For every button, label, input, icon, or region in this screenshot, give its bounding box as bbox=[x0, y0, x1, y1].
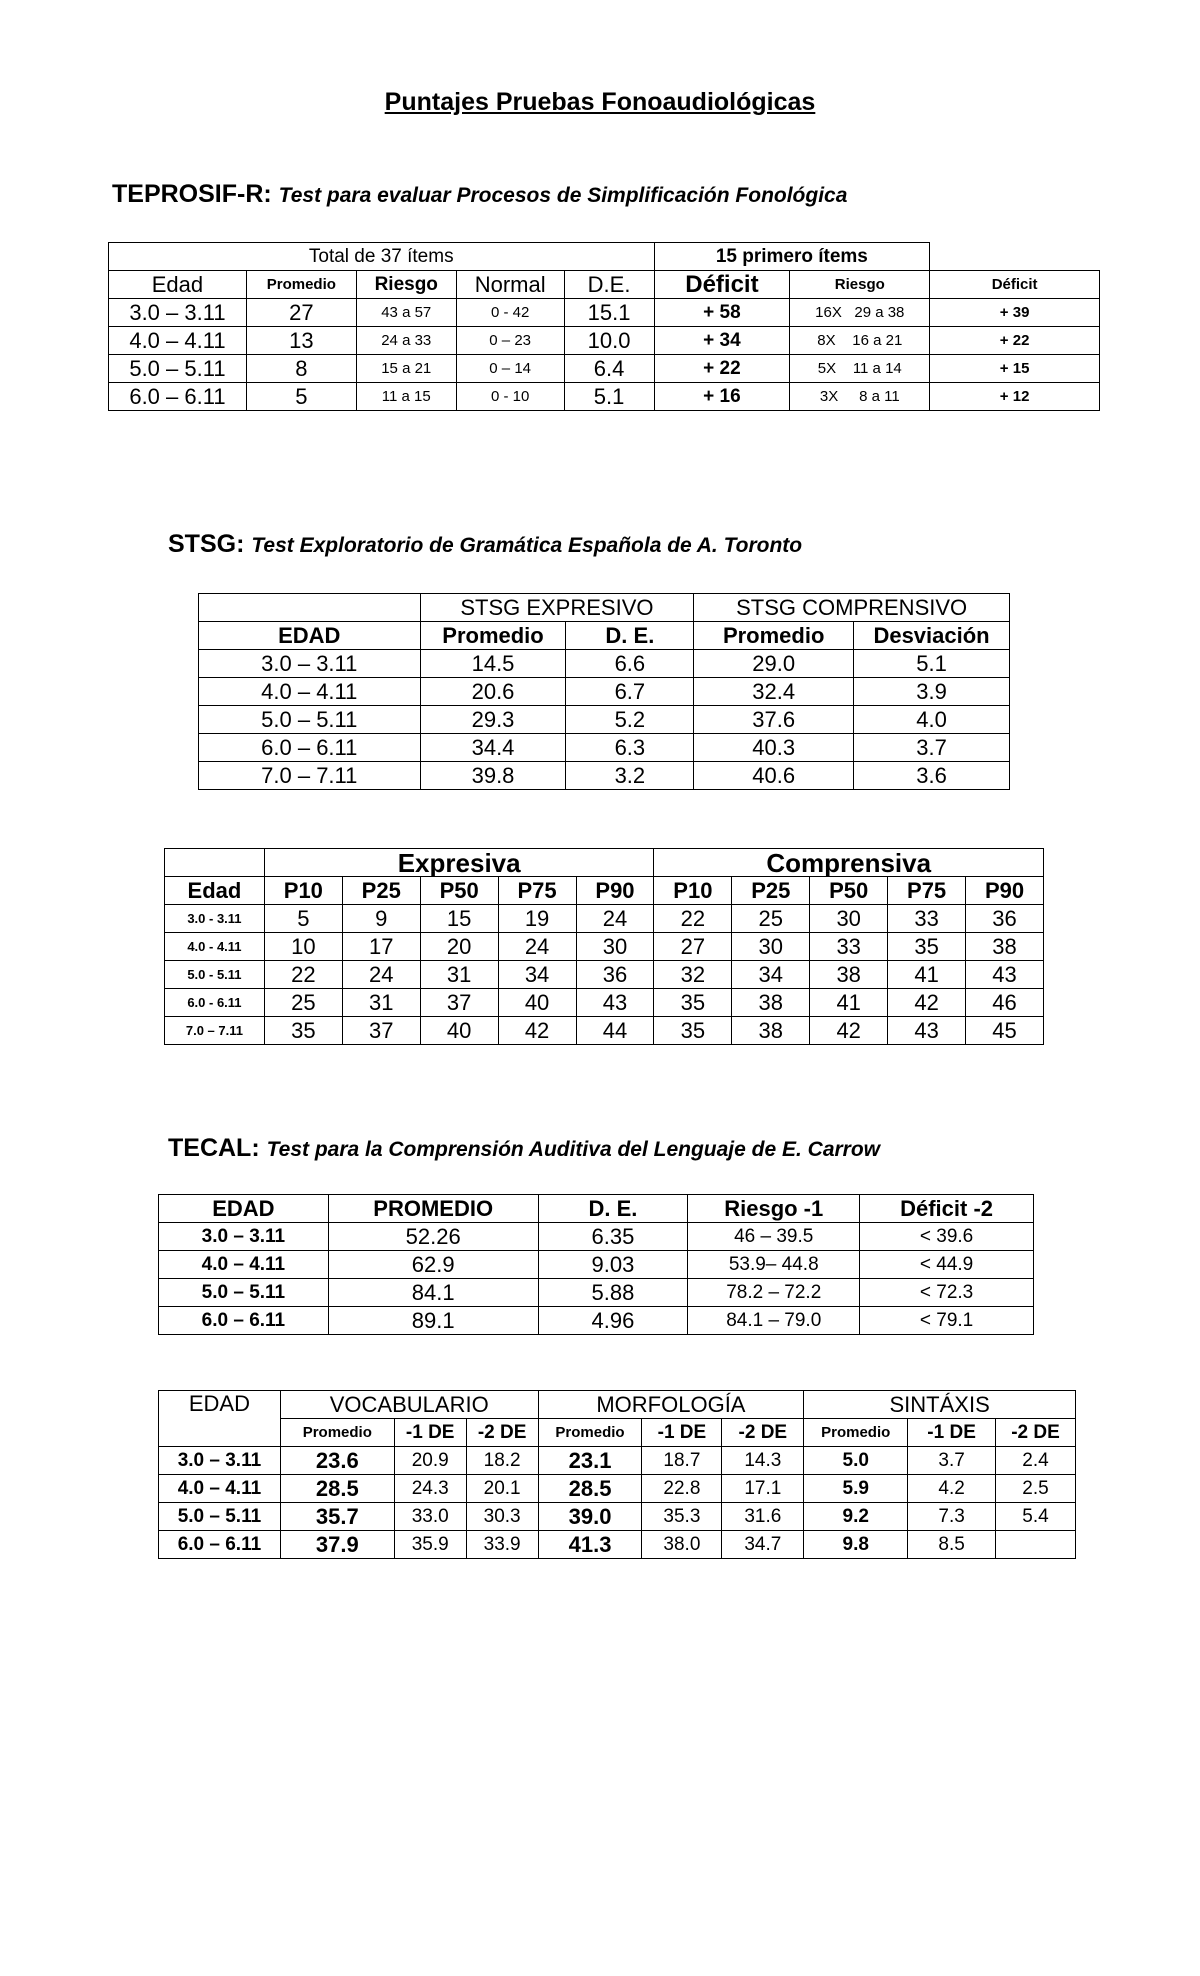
tecal-areas-subheader-row bbox=[159, 1419, 1076, 1447]
stsg-header-edad: EDAD bbox=[199, 622, 421, 650]
percentiles-cell: 35 bbox=[888, 933, 966, 961]
percentiles-header: Edad bbox=[165, 877, 265, 905]
teprosif-cell: 27 bbox=[246, 299, 356, 327]
percentiles-cell: 40 bbox=[498, 989, 576, 1017]
tecal-header-riesgo: Riesgo -1 bbox=[688, 1195, 860, 1223]
tecal-areas-cell: 35.3 bbox=[642, 1503, 722, 1531]
percentiles-cell: 33 bbox=[810, 933, 888, 961]
tecal-areas-cell: 9.8 bbox=[804, 1531, 908, 1559]
tecal-areas-cell: 2.4 bbox=[996, 1447, 1076, 1475]
tecal-cell: 62.9 bbox=[328, 1251, 538, 1279]
tecal-table bbox=[158, 1194, 1034, 1335]
teprosif-cell: 11 a 15 bbox=[356, 383, 456, 411]
stsg-header-row bbox=[199, 622, 1010, 650]
teprosif-acronym: TEPROSIF-R: bbox=[112, 180, 272, 208]
tecal-areas-cell: 23.6 bbox=[280, 1447, 394, 1475]
table-row bbox=[159, 1279, 1034, 1307]
percentiles-cell: 22 bbox=[654, 905, 732, 933]
percentiles-cell: 32 bbox=[654, 961, 732, 989]
percentiles-cell: 38 bbox=[732, 1017, 810, 1045]
tecal-areas-cell: 31.6 bbox=[722, 1503, 804, 1531]
table-row bbox=[165, 1017, 1044, 1045]
tecal-areas-cell: 22.8 bbox=[642, 1475, 722, 1503]
percentiles-cell: 24 bbox=[576, 905, 654, 933]
percentiles-header: P10 bbox=[264, 877, 342, 905]
stsg-header-promedio-2: Promedio bbox=[694, 622, 854, 650]
table-row bbox=[109, 355, 1100, 383]
tecal-areas-subheader: -1 DE bbox=[394, 1419, 466, 1447]
table-row bbox=[199, 762, 1010, 790]
percentiles-cell: 30 bbox=[732, 933, 810, 961]
percentiles-header: P50 bbox=[810, 877, 888, 905]
tecal-areas-cell: 35.9 bbox=[394, 1531, 466, 1559]
teprosif-cell: 4.0 – 4.11 bbox=[109, 327, 247, 355]
teprosif-header-row bbox=[109, 271, 1100, 299]
table-row bbox=[199, 678, 1010, 706]
tecal-cell: 5.88 bbox=[538, 1279, 688, 1307]
percentiles-cell: 38 bbox=[810, 961, 888, 989]
teprosif-header-deficit: Déficit bbox=[654, 271, 790, 299]
tecal-areas-cell: 4.2 bbox=[908, 1475, 996, 1503]
tecal-areas-cell bbox=[996, 1531, 1076, 1559]
percentiles-cell: 6.0 - 6.11 bbox=[165, 989, 265, 1017]
stsg-cell: 3.7 bbox=[854, 734, 1010, 762]
tecal-heading bbox=[168, 1134, 880, 1163]
tecal-areas-subheader: Promedio bbox=[280, 1419, 394, 1447]
tecal-areas-cell: 4.0 – 4.11 bbox=[159, 1475, 281, 1503]
stsg-group-expresivo: STSG EXPRESIVO bbox=[420, 594, 694, 622]
percentiles-header: P10 bbox=[654, 877, 732, 905]
table-row bbox=[199, 734, 1010, 762]
percentiles-cell: 36 bbox=[966, 905, 1044, 933]
table-row bbox=[109, 383, 1100, 411]
percentiles-cell: 25 bbox=[264, 989, 342, 1017]
table-row bbox=[159, 1475, 1076, 1503]
percentiles-cell: 41 bbox=[888, 961, 966, 989]
percentiles-cell: 7.0 – 7.11 bbox=[165, 1017, 265, 1045]
tecal-areas-subheader: -1 DE bbox=[908, 1419, 996, 1447]
percentiles-cell: 37 bbox=[420, 989, 498, 1017]
percentiles-cell: 42 bbox=[498, 1017, 576, 1045]
teprosif-cell: 5.0 – 5.11 bbox=[109, 355, 247, 383]
percentiles-cell: 31 bbox=[342, 989, 420, 1017]
teprosif-cell: 24 a 33 bbox=[356, 327, 456, 355]
tecal-cell: < 72.3 bbox=[860, 1279, 1034, 1307]
percentiles-header: P25 bbox=[342, 877, 420, 905]
teprosif-header-normal: Normal bbox=[456, 271, 564, 299]
teprosif-cell: + 15 bbox=[930, 355, 1100, 383]
teprosif-cell: 13 bbox=[246, 327, 356, 355]
stsg-cell: 3.9 bbox=[854, 678, 1010, 706]
table-row bbox=[159, 1307, 1034, 1335]
table-row bbox=[199, 650, 1010, 678]
percentiles-cell: 34 bbox=[732, 961, 810, 989]
tecal-areas-subheader: -1 DE bbox=[642, 1419, 722, 1447]
stsg-cell: 6.3 bbox=[566, 734, 694, 762]
tecal-cell: 3.0 – 3.11 bbox=[159, 1223, 329, 1251]
stsg-cell: 5.1 bbox=[854, 650, 1010, 678]
percentiles-cell: 17 bbox=[342, 933, 420, 961]
teprosif-cell: 0 - 10 bbox=[456, 383, 564, 411]
percentiles-cell: 9 bbox=[342, 905, 420, 933]
stsg-acronym: STSG: bbox=[168, 530, 245, 558]
teprosif-group-row bbox=[109, 243, 1100, 271]
percentiles-cell: 41 bbox=[810, 989, 888, 1017]
tecal-cell: 78.2 – 72.2 bbox=[688, 1279, 860, 1307]
percentiles-cell: 4.0 - 4.11 bbox=[165, 933, 265, 961]
percentiles-cell: 38 bbox=[966, 933, 1044, 961]
tecal-cell: 4.0 – 4.11 bbox=[159, 1251, 329, 1279]
percentiles-cell: 31 bbox=[420, 961, 498, 989]
tecal-areas-cell: 14.3 bbox=[722, 1447, 804, 1475]
stsg-cell: 32.4 bbox=[694, 678, 854, 706]
tecal-header-row bbox=[159, 1195, 1034, 1223]
percentiles-cell: 33 bbox=[888, 905, 966, 933]
percentiles-cell: 35 bbox=[264, 1017, 342, 1045]
tecal-header-edad: EDAD bbox=[159, 1195, 329, 1223]
stsg-group-blank bbox=[199, 594, 421, 622]
tecal-areas-cell: 2.5 bbox=[996, 1475, 1076, 1503]
teprosif-cell: 5 bbox=[246, 383, 356, 411]
teprosif-header-riesgo-15: Riesgo bbox=[790, 271, 930, 299]
stsg-header-de: D. E. bbox=[566, 622, 694, 650]
percentiles-cell: 15 bbox=[420, 905, 498, 933]
stsg-cell: 40.3 bbox=[694, 734, 854, 762]
table-row bbox=[165, 905, 1044, 933]
tecal-cell: 89.1 bbox=[328, 1307, 538, 1335]
teprosif-header-deficit-15: Déficit bbox=[930, 271, 1100, 299]
tecal-areas-cell: 7.3 bbox=[908, 1503, 996, 1531]
table-row bbox=[165, 989, 1044, 1017]
tecal-cell: 53.9– 44.8 bbox=[688, 1251, 860, 1279]
percentiles-header: P90 bbox=[966, 877, 1044, 905]
tecal-cell: < 44.9 bbox=[860, 1251, 1034, 1279]
stsg-header-desviacion: Desviación bbox=[854, 622, 1010, 650]
teprosif-cell: 16X 29 a 38 bbox=[790, 299, 930, 327]
tecal-areas-cell: 5.4 bbox=[996, 1503, 1076, 1531]
tecal-areas-cell: 5.0 – 5.11 bbox=[159, 1503, 281, 1531]
percentiles-cell: 5.0 - 5.11 bbox=[165, 961, 265, 989]
table-row bbox=[159, 1531, 1076, 1559]
tecal-areas-cell: 30.3 bbox=[466, 1503, 538, 1531]
tecal-areas-cell: 33.0 bbox=[394, 1503, 466, 1531]
stsg-cell: 40.6 bbox=[694, 762, 854, 790]
percentiles-cell: 3.0 - 3.11 bbox=[165, 905, 265, 933]
stsg-cell: 7.0 – 7.11 bbox=[199, 762, 421, 790]
tecal-areas-cell: 20.9 bbox=[394, 1447, 466, 1475]
tecal-areas-cell: 35.7 bbox=[280, 1503, 394, 1531]
stsg-cell: 6.7 bbox=[566, 678, 694, 706]
tecal-areas-subheader: Promedio bbox=[538, 1419, 642, 1447]
stsg-cell: 5.2 bbox=[566, 706, 694, 734]
teprosif-header-riesgo: Riesgo bbox=[356, 271, 456, 299]
percentiles-cell: 30 bbox=[810, 905, 888, 933]
tecal-areas-cell: 20.1 bbox=[466, 1475, 538, 1503]
stsg-cell: 5.0 – 5.11 bbox=[199, 706, 421, 734]
tecal-areas-cell: 37.9 bbox=[280, 1531, 394, 1559]
teprosif-group-blank bbox=[930, 243, 1100, 271]
tecal-cell: 84.1 bbox=[328, 1279, 538, 1307]
stsg-heading bbox=[168, 530, 802, 559]
tecal-areas-cell: 3.0 – 3.11 bbox=[159, 1447, 281, 1475]
teprosif-cell: + 39 bbox=[930, 299, 1100, 327]
teprosif-group-total: Total de 37 ítems bbox=[109, 243, 655, 271]
percentiles-cell: 20 bbox=[420, 933, 498, 961]
percentiles-cell: 35 bbox=[654, 1017, 732, 1045]
teprosif-cell: 6.4 bbox=[564, 355, 654, 383]
percentiles-cell: 35 bbox=[654, 989, 732, 1017]
percentiles-header: P75 bbox=[888, 877, 966, 905]
table-row bbox=[159, 1503, 1076, 1531]
table-row bbox=[109, 327, 1100, 355]
tecal-areas-subheader: -2 DE bbox=[996, 1419, 1076, 1447]
tecal-areas-cell: 41.3 bbox=[538, 1531, 642, 1559]
table-row bbox=[199, 706, 1010, 734]
tecal-areas-cell: 5.0 bbox=[804, 1447, 908, 1475]
teprosif-table bbox=[108, 242, 1100, 411]
percentiles-cell: 42 bbox=[888, 989, 966, 1017]
tecal-areas-cell: 38.0 bbox=[642, 1531, 722, 1559]
table-row bbox=[109, 299, 1100, 327]
tecal-areas-cell: 39.0 bbox=[538, 1503, 642, 1531]
tecal-areas-edad: EDAD bbox=[159, 1391, 281, 1447]
percentiles-cell: 38 bbox=[732, 989, 810, 1017]
teprosif-cell: + 34 bbox=[654, 327, 790, 355]
percentiles-group-blank bbox=[165, 849, 265, 877]
tecal-areas-cell: 9.2 bbox=[804, 1503, 908, 1531]
table-row bbox=[159, 1223, 1034, 1251]
tecal-areas-subheader: Promedio bbox=[804, 1419, 908, 1447]
tecal-header-deficit: Déficit -2 bbox=[860, 1195, 1034, 1223]
tecal-header-promedio: PROMEDIO bbox=[328, 1195, 538, 1223]
tecal-areas-cell: 28.5 bbox=[280, 1475, 394, 1503]
percentiles-cell: 24 bbox=[498, 933, 576, 961]
tecal-areas-cell: 3.7 bbox=[908, 1447, 996, 1475]
tecal-areas-group-sintaxis: SINTÁXIS bbox=[804, 1391, 1076, 1419]
tecal-areas-cell: 8.5 bbox=[908, 1531, 996, 1559]
teprosif-cell: 0 - 42 bbox=[456, 299, 564, 327]
percentiles-cell: 19 bbox=[498, 905, 576, 933]
teprosif-header-edad: Edad bbox=[109, 271, 247, 299]
tecal-cell: 46 – 39.5 bbox=[688, 1223, 860, 1251]
percentiles-header: P75 bbox=[498, 877, 576, 905]
teprosif-cell: 15 a 21 bbox=[356, 355, 456, 383]
teprosif-cell: 8X 16 a 21 bbox=[790, 327, 930, 355]
teprosif-cell: + 22 bbox=[654, 355, 790, 383]
teprosif-cell: 0 – 14 bbox=[456, 355, 564, 383]
teprosif-header-de: D.E. bbox=[564, 271, 654, 299]
percentiles-header: P50 bbox=[420, 877, 498, 905]
tecal-areas-subheader: -2 DE bbox=[466, 1419, 538, 1447]
percentiles-cell: 25 bbox=[732, 905, 810, 933]
percentiles-cell: 43 bbox=[888, 1017, 966, 1045]
teprosif-cell: 43 a 57 bbox=[356, 299, 456, 327]
tecal-cell: 84.1 – 79.0 bbox=[688, 1307, 860, 1335]
tecal-areas-table bbox=[158, 1390, 1076, 1559]
teprosif-cell: 5X 11 a 14 bbox=[790, 355, 930, 383]
percentiles-cell: 30 bbox=[576, 933, 654, 961]
teprosif-group-first15: 15 primero ítems bbox=[654, 243, 930, 271]
teprosif-cell: 10.0 bbox=[564, 327, 654, 355]
tecal-areas-group-morfologia: MORFOLOGÍA bbox=[538, 1391, 804, 1419]
tecal-areas-cell: 34.7 bbox=[722, 1531, 804, 1559]
stsg-cell: 6.0 – 6.11 bbox=[199, 734, 421, 762]
teprosif-header-promedio: Promedio bbox=[246, 271, 356, 299]
stsg-cell: 4.0 bbox=[854, 706, 1010, 734]
stsg-cell: 29.0 bbox=[694, 650, 854, 678]
percentiles-cell: 34 bbox=[498, 961, 576, 989]
tecal-cell: 5.0 – 5.11 bbox=[159, 1279, 329, 1307]
teprosif-cell: 6.0 – 6.11 bbox=[109, 383, 247, 411]
stsg-header-promedio: Promedio bbox=[420, 622, 566, 650]
teprosif-cell: + 58 bbox=[654, 299, 790, 327]
table-row bbox=[165, 933, 1044, 961]
stsg-cell: 3.0 – 3.11 bbox=[199, 650, 421, 678]
tecal-areas-cell: 6.0 – 6.11 bbox=[159, 1531, 281, 1559]
percentiles-cell: 27 bbox=[654, 933, 732, 961]
stsg-cell: 29.3 bbox=[420, 706, 566, 734]
table-row bbox=[159, 1447, 1076, 1475]
teprosif-subtitle: Test para evaluar Procesos de Simplificación Fonológica bbox=[278, 184, 848, 207]
teprosif-cell: 0 – 23 bbox=[456, 327, 564, 355]
tecal-areas-cell: 18.7 bbox=[642, 1447, 722, 1475]
percentiles-header: P25 bbox=[732, 877, 810, 905]
table-row bbox=[159, 1251, 1034, 1279]
tecal-areas-cell: 24.3 bbox=[394, 1475, 466, 1503]
percentiles-group-row bbox=[165, 849, 1044, 877]
tecal-cell: 4.96 bbox=[538, 1307, 688, 1335]
stsg-cell: 3.2 bbox=[566, 762, 694, 790]
tecal-areas-cell: 5.9 bbox=[804, 1475, 908, 1503]
percentiles-cell: 5 bbox=[264, 905, 342, 933]
page-title: Puntajes Pruebas Fonoaudiológicas bbox=[384, 88, 816, 116]
tecal-cell: < 39.6 bbox=[860, 1223, 1034, 1251]
teprosif-cell: 8 bbox=[246, 355, 356, 383]
stsg-cell: 37.6 bbox=[694, 706, 854, 734]
tecal-areas-cell: 17.1 bbox=[722, 1475, 804, 1503]
teprosif-cell: + 12 bbox=[930, 383, 1100, 411]
tecal-acronym: TECAL: bbox=[168, 1134, 260, 1162]
percentiles-header-row bbox=[165, 877, 1044, 905]
stsg-table bbox=[198, 593, 1010, 790]
percentiles-cell: 44 bbox=[576, 1017, 654, 1045]
tecal-areas-group-vocabulario: VOCABULARIO bbox=[280, 1391, 538, 1419]
tecal-cell: 6.0 – 6.11 bbox=[159, 1307, 329, 1335]
stsg-cell: 20.6 bbox=[420, 678, 566, 706]
teprosif-cell: 5.1 bbox=[564, 383, 654, 411]
percentiles-cell: 42 bbox=[810, 1017, 888, 1045]
tecal-subtitle: Test para la Comprensión Auditiva del Lenguaje de E. Carrow bbox=[266, 1138, 881, 1161]
teprosif-cell: 3.0 – 3.11 bbox=[109, 299, 247, 327]
tecal-areas-cell: 28.5 bbox=[538, 1475, 642, 1503]
percentiles-cell: 40 bbox=[420, 1017, 498, 1045]
tecal-cell: < 79.1 bbox=[860, 1307, 1034, 1335]
stsg-group-comprensivo: STSG COMPRENSIVO bbox=[694, 594, 1010, 622]
tecal-cell: 52.26 bbox=[328, 1223, 538, 1251]
stsg-group-row bbox=[199, 594, 1010, 622]
percentiles-header: P90 bbox=[576, 877, 654, 905]
table-row bbox=[165, 961, 1044, 989]
percentiles-group-expresiva: Expresiva bbox=[264, 849, 654, 877]
stsg-subtitle: Test Exploratorio de Gramática Española de A. Toronto bbox=[251, 534, 803, 557]
percentiles-cell: 24 bbox=[342, 961, 420, 989]
percentiles-cell: 10 bbox=[264, 933, 342, 961]
teprosif-cell: + 22 bbox=[930, 327, 1100, 355]
stsg-cell: 6.6 bbox=[566, 650, 694, 678]
percentiles-cell: 43 bbox=[576, 989, 654, 1017]
percentiles-cell: 45 bbox=[966, 1017, 1044, 1045]
percentiles-cell: 22 bbox=[264, 961, 342, 989]
stsg-cell: 34.4 bbox=[420, 734, 566, 762]
tecal-areas-cell: 23.1 bbox=[538, 1447, 642, 1475]
percentiles-group-comprensiva: Comprensiva bbox=[654, 849, 1044, 877]
stsg-cell: 14.5 bbox=[420, 650, 566, 678]
percentiles-cell: 36 bbox=[576, 961, 654, 989]
teprosif-cell: 3X 8 a 11 bbox=[790, 383, 930, 411]
tecal-areas-cell: 33.9 bbox=[466, 1531, 538, 1559]
tecal-areas-subheader: -2 DE bbox=[722, 1419, 804, 1447]
teprosif-cell: 15.1 bbox=[564, 299, 654, 327]
tecal-cell: 9.03 bbox=[538, 1251, 688, 1279]
percentiles-table bbox=[164, 848, 1044, 1045]
tecal-cell: 6.35 bbox=[538, 1223, 688, 1251]
tecal-areas-cell: 18.2 bbox=[466, 1447, 538, 1475]
tecal-areas-group-row bbox=[159, 1391, 1076, 1419]
percentiles-cell: 43 bbox=[966, 961, 1044, 989]
percentiles-cell: 46 bbox=[966, 989, 1044, 1017]
percentiles-cell: 37 bbox=[342, 1017, 420, 1045]
tecal-header-de: D. E. bbox=[538, 1195, 688, 1223]
teprosif-heading bbox=[112, 180, 847, 209]
teprosif-cell: + 16 bbox=[654, 383, 790, 411]
stsg-cell: 4.0 – 4.11 bbox=[199, 678, 421, 706]
stsg-cell: 3.6 bbox=[854, 762, 1010, 790]
stsg-cell: 39.8 bbox=[420, 762, 566, 790]
